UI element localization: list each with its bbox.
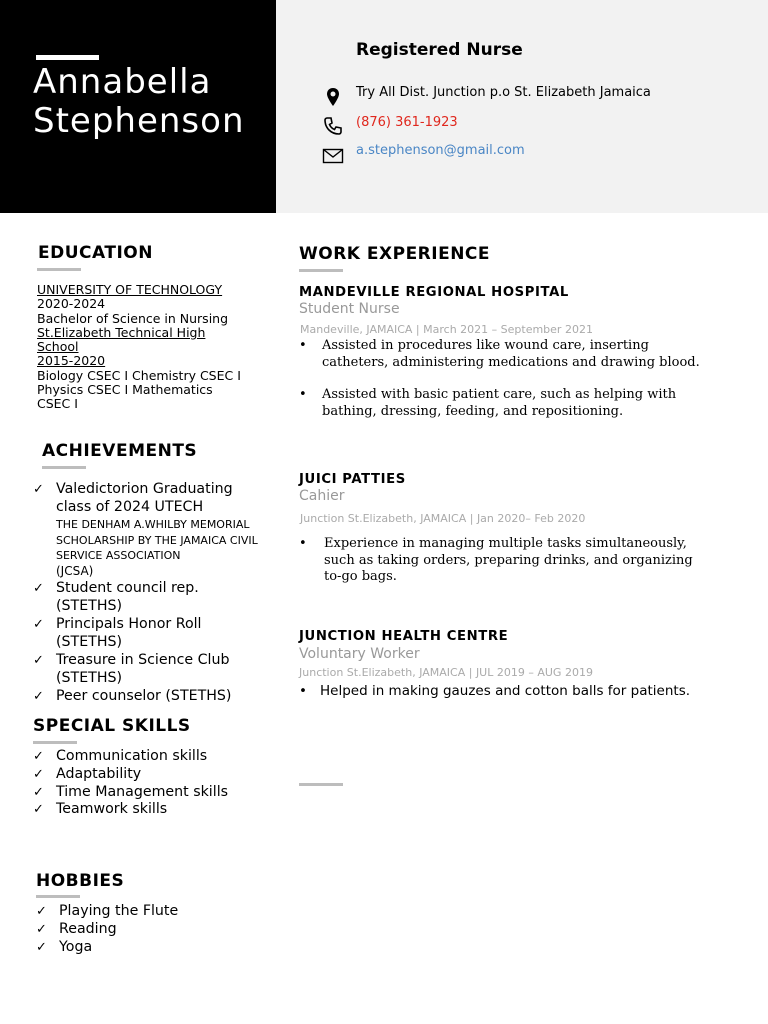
check-icon: ✓ xyxy=(33,653,44,668)
employer-name: JUICI PATTIES xyxy=(299,472,406,487)
bullet-icon: • xyxy=(299,338,307,353)
list-item: ✓ Reading xyxy=(36,920,117,937)
skills-bar xyxy=(33,741,77,744)
list-item: ✓ Peer counselor (STETHS) xyxy=(33,688,232,704)
education-line: School xyxy=(37,339,79,355)
list-item: ✓ Principals Honor Roll (STETHS) xyxy=(33,616,202,650)
list-item: ✓ Valedictorion Graduating class of 2024 UTECH xyxy=(33,481,233,515)
list-item: ✓ Treasure in Science Club (STETHS) xyxy=(33,652,230,686)
education-line: 2015-2020 xyxy=(37,353,106,369)
email-link[interactable]: a.stephenson@gmail.com xyxy=(356,143,525,158)
check-icon: ✓ xyxy=(33,689,44,704)
hobbies-title: HOBBIES xyxy=(36,871,125,891)
job-bullets xyxy=(299,536,714,602)
employer-name: MANDEVILLE REGIONAL HOSPITAL xyxy=(299,285,569,300)
education-line: Biology CSEC I Chemistry CSEC I xyxy=(37,367,241,383)
check-icon: ✓ xyxy=(33,581,44,596)
check-icon: ✓ xyxy=(33,749,44,764)
address-text: Try All Dist. Junction p.o St. Elizabeth Jamaica xyxy=(356,85,651,100)
achievements-title: ACHIEVEMENTS xyxy=(42,441,198,461)
job-title: Registered Nurse xyxy=(356,40,523,60)
hobbies-list xyxy=(36,903,178,956)
education-line: Physics CSEC I Mathematics xyxy=(37,382,213,398)
achievements-bar xyxy=(42,466,86,469)
name-last: Stephenson xyxy=(33,101,245,141)
contact-block xyxy=(276,0,768,213)
education-list xyxy=(37,283,267,411)
check-icon: ✓ xyxy=(36,904,47,919)
list-item: ✓ Adaptability xyxy=(33,765,142,782)
name-block xyxy=(0,0,276,213)
list-item: ✓ Communication skills xyxy=(33,748,208,764)
skills-list xyxy=(33,748,228,819)
section-divider-bar xyxy=(299,783,343,786)
name-accent-bar xyxy=(36,55,99,60)
list-item: ✓ Yoga xyxy=(36,938,93,955)
check-icon: ✓ xyxy=(33,802,44,818)
check-icon: ✓ xyxy=(36,939,47,955)
skills-title: SPECIAL SKILLS xyxy=(33,716,191,736)
bullet-icon: • xyxy=(299,536,307,551)
work-bar xyxy=(299,269,343,272)
check-icon: ✓ xyxy=(33,766,44,782)
list-item: • Experience in managing multiple tasks simultaneously, such as taking orders, preparing drinks, and organizing to-go bags. xyxy=(299,536,693,584)
list-item: ✓ Playing the Flute xyxy=(36,903,179,919)
check-icon: ✓ xyxy=(33,617,44,632)
check-icon: ✓ xyxy=(33,482,44,497)
job-bullets xyxy=(299,338,719,436)
job-meta: Junction St.Elizabeth, JAMAICA | Jan 2020– Feb 2020 xyxy=(300,512,586,525)
list-item: ✓ Time Management skills xyxy=(33,783,229,800)
job-bullets xyxy=(299,683,719,716)
education-line: CSEC I xyxy=(37,396,78,412)
list-item: • Assisted in procedures like wound care, inserting catheters, administering medications and drawing blood. xyxy=(299,338,700,370)
location-pin-icon xyxy=(322,86,344,108)
job-meta: Mandeville, JAMAICA | March 2021 – September 2021 xyxy=(300,323,593,336)
check-icon: ✓ xyxy=(33,784,44,800)
list-item: • Assisted with basic patient care, such as helping with bathing, dressing, feeding, and repositioning. xyxy=(299,387,677,419)
name-first: Annabella xyxy=(33,62,212,102)
education-line: Bachelor of Science in Nursing xyxy=(37,310,229,326)
envelope-icon xyxy=(322,145,344,167)
job-role: Student Nurse xyxy=(299,301,400,317)
education-line: UNIVERSITY OF TECHNOLOGY xyxy=(37,282,223,297)
work-title: WORK EXPERIENCE xyxy=(299,244,491,264)
phone-icon xyxy=(322,115,344,137)
job-role: Cahier xyxy=(299,488,345,504)
education-line: 2020-2024 xyxy=(37,296,106,312)
education-line: St.Elizabeth Technical High xyxy=(37,324,206,340)
achievements-list xyxy=(33,481,263,704)
job-role: Voluntary Worker xyxy=(299,646,420,662)
bullet-icon: • xyxy=(299,387,307,402)
education-bar xyxy=(37,268,81,271)
check-icon: ✓ xyxy=(36,921,47,937)
employer-name: JUNCTION HEALTH CENTRE xyxy=(299,629,509,644)
job-meta: Junction St.Elizabeth, JAMAICA | JUL 2019 – AUG 2019 xyxy=(299,666,593,679)
phone-link[interactable]: (876) 361-1923 xyxy=(356,115,458,130)
education-title: EDUCATION xyxy=(38,243,153,263)
hobbies-bar xyxy=(36,895,80,898)
list-item: THE DENHAM A.WHILBY MEMORIAL SCHOLARSHIP BY THE JAMAICA CIVIL SERVICE ASSOCIATION (JCSA) xyxy=(56,518,258,578)
list-item: • Helped in making gauzes and cotton balls for patients. xyxy=(299,683,691,699)
list-item: ✓ Student council rep. (STETHS) xyxy=(33,580,199,614)
bullet-icon: • xyxy=(299,683,307,699)
list-item: ✓ Teamwork skills xyxy=(33,801,168,818)
